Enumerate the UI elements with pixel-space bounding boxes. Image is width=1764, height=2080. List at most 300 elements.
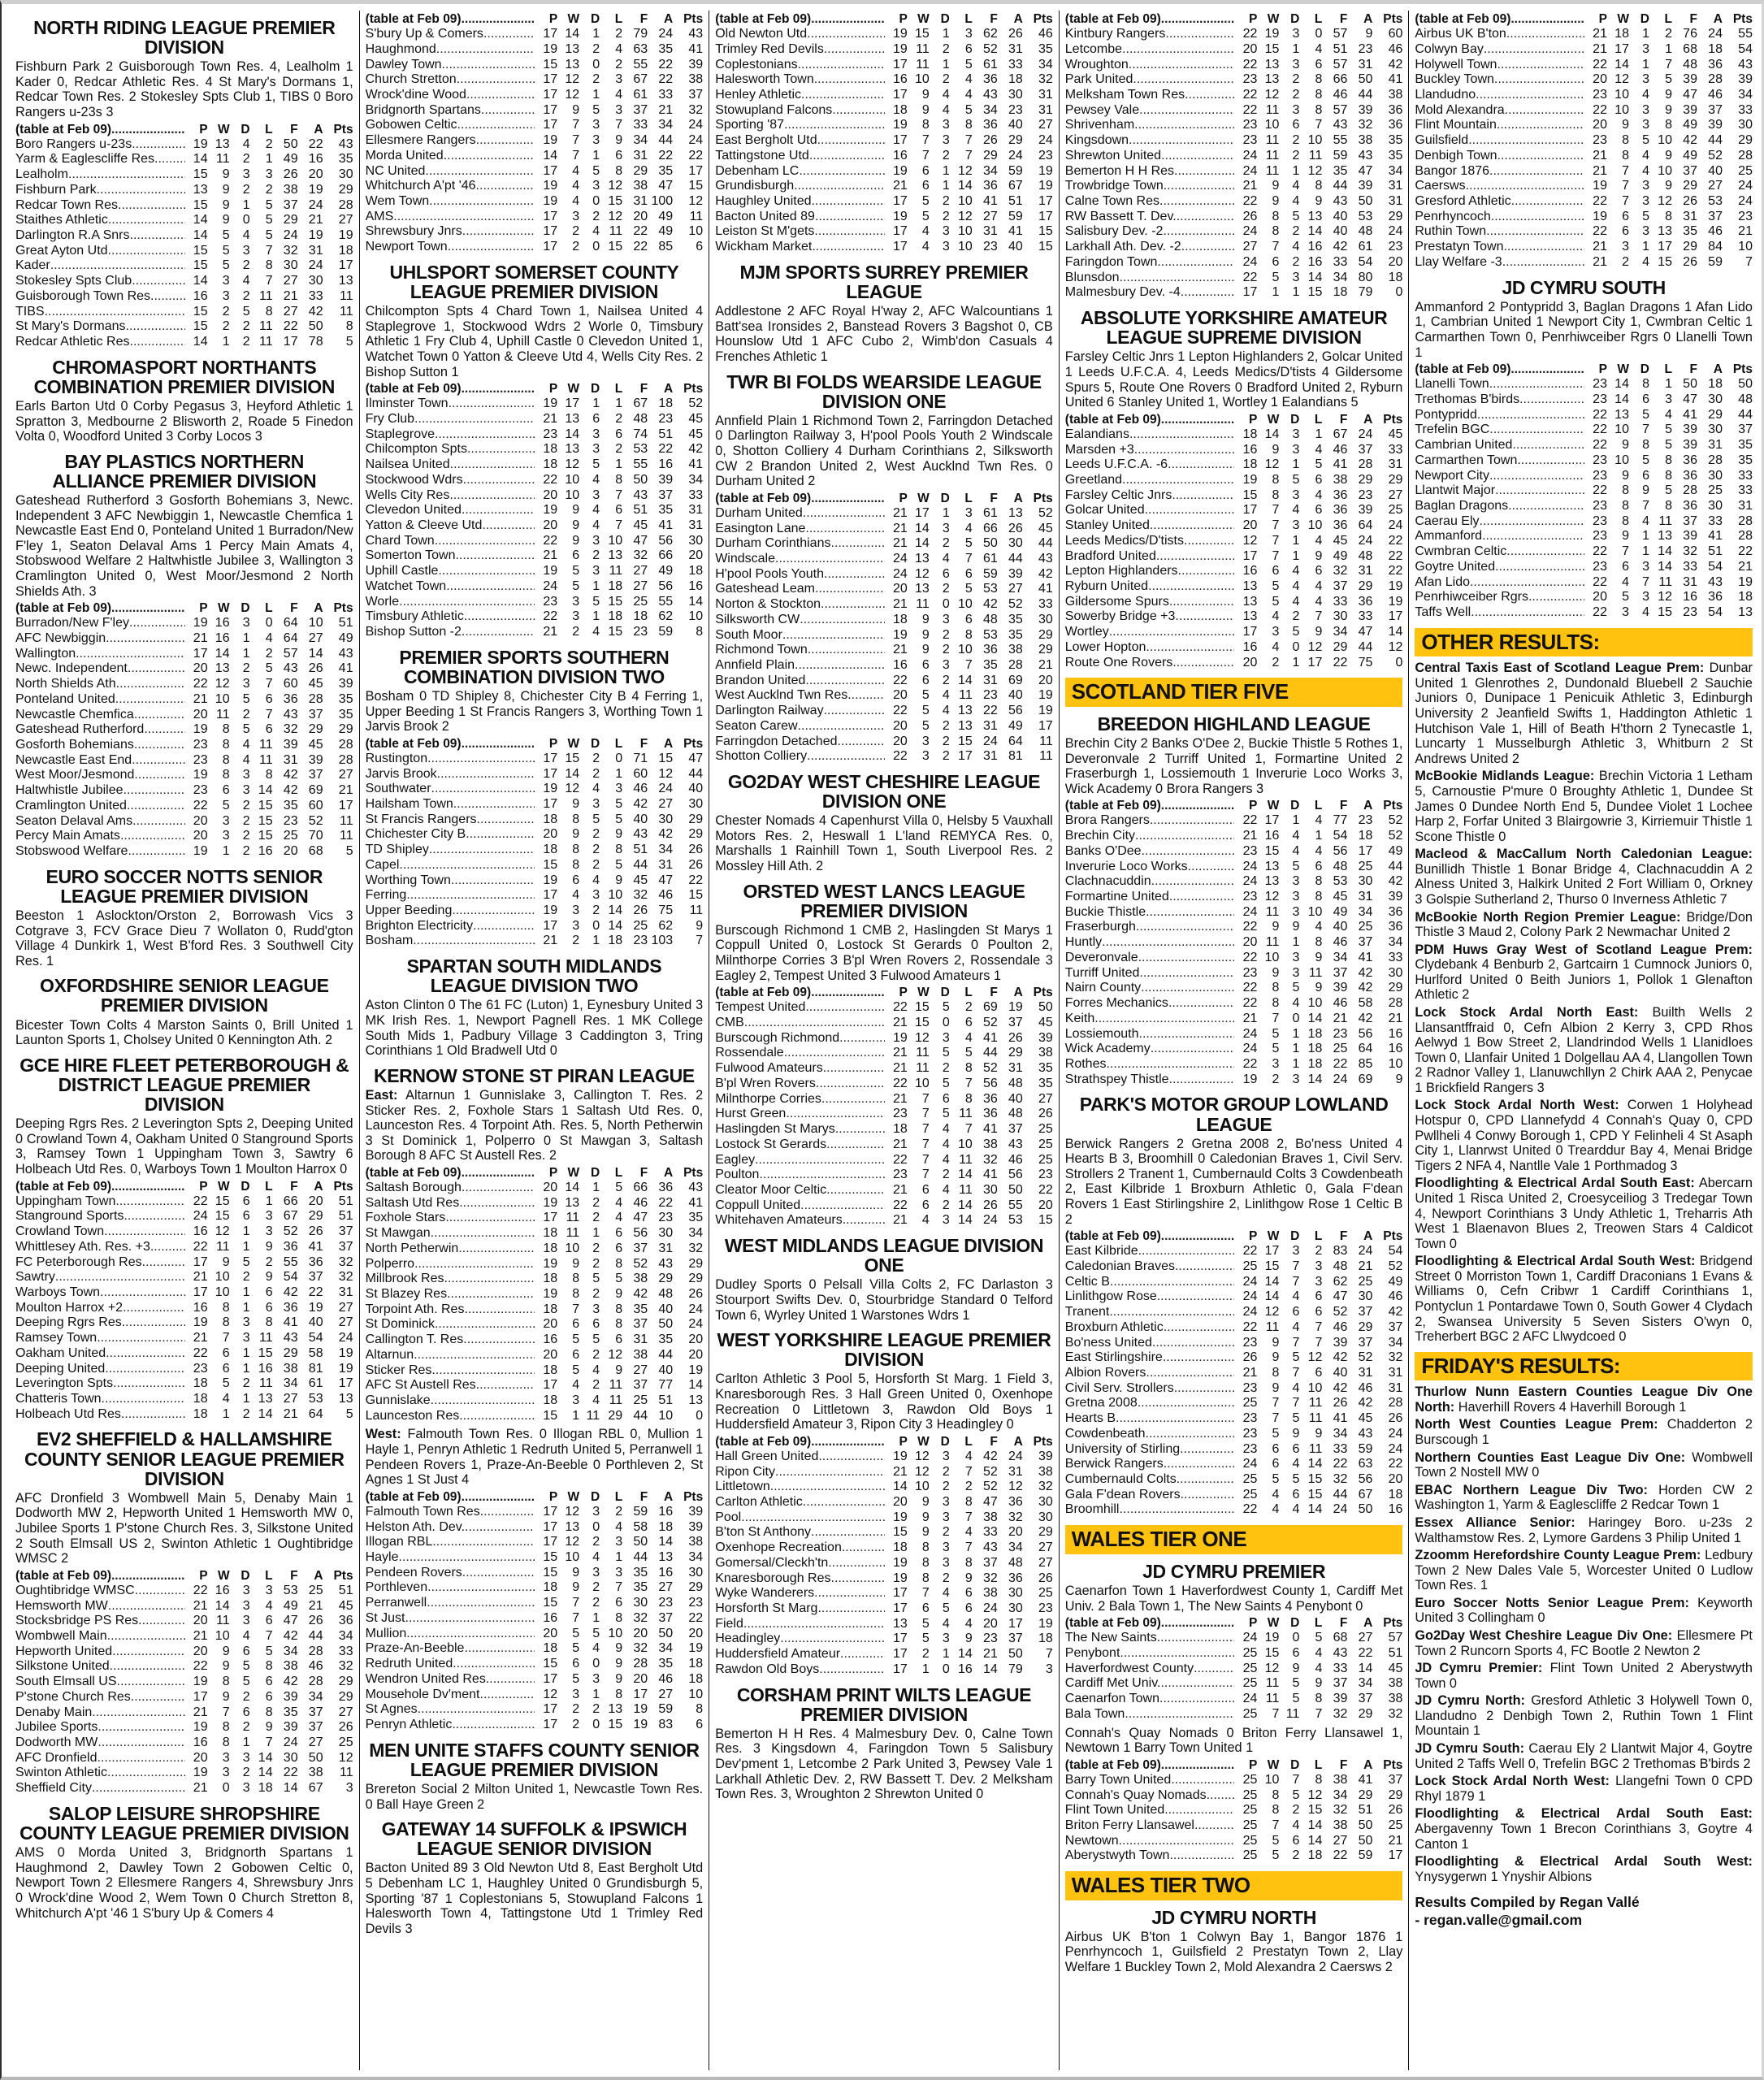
stat-p: 25 [1242,1803,1258,1818]
stat-f: 19 [633,1702,648,1717]
stat-a: 30 [1708,392,1723,406]
stat-l: 11 [959,688,973,703]
table-header-label: (table at Feb 09) [715,986,812,1000]
stat-a: 31 [308,243,323,258]
col-f: F [639,1489,648,1504]
table-header-label: (table at Feb 09) [715,491,812,505]
results-label: West: [365,1427,401,1442]
labeled-results [1415,1450,1753,1480]
team-name: Albion Rovers [1064,1366,1146,1380]
dot-leader [1164,1803,1234,1818]
stat-d: 2 [592,548,600,563]
team-name: Cowdenbeath [1064,1426,1146,1441]
stat-a: 50 [1358,194,1373,209]
stat-p: 20 [193,661,208,676]
col-f: F [1339,1229,1348,1244]
stat-pts: 25 [1738,163,1753,178]
league-title: GATEWAY 14 SUFFOLK & IPSWICH LEAGUE SENIOR DIVISION [381,1818,687,1860]
stat-f: 52 [982,1480,998,1494]
team-name: Haltwhistle Jubilee [15,783,124,798]
dot-leader [741,1510,885,1526]
stat-f: 55 [283,1254,298,1269]
team-name: Stanley United [1064,518,1150,533]
stat-pts: 35 [1738,438,1753,453]
dot-leader [1161,1758,1235,1773]
stat-f: 30 [982,1182,998,1197]
stat-l: 4 [1315,813,1323,828]
dot-leader [1160,1676,1234,1692]
stat-d: 5 [242,304,250,318]
stat-f: 27 [633,578,648,593]
dot-leader [1106,1057,1234,1072]
table-header-label: (table at Feb 09) [365,736,462,751]
stat-f: 37 [1683,163,1697,178]
col-l: L [265,1568,273,1583]
team-name: Crowland Town [15,1224,105,1239]
table-row [1065,874,1403,890]
stat-p: 17 [193,1254,208,1269]
stat-w: 13 [565,1195,580,1210]
dot-leader [1157,255,1234,271]
stat-p: 22 [1242,981,1258,995]
stat-pts: 15 [1038,240,1053,254]
stat-pts: 26 [1388,1411,1403,1426]
stat-p: 24 [892,551,908,566]
stat-pts: 33 [688,488,704,502]
stat-p: 17 [543,1504,558,1519]
stat-d: 4 [1292,996,1300,1011]
dot-leader [817,133,885,149]
stat-a: 26 [308,1224,323,1239]
table-row [1415,240,1753,255]
stat-a: 27 [658,1580,674,1595]
dot-leader [462,503,535,518]
stat-pts: 18 [688,564,704,578]
stat-p: 20 [193,1750,208,1765]
team-name: Hemsworth MW [15,1598,108,1613]
stat-p: 19 [543,41,558,56]
stat-p: 18 [543,457,558,472]
col-pts: Pts [1383,1229,1403,1244]
dot-leader [127,799,185,814]
stat-p: 17 [543,102,558,117]
stat-l: 8 [615,1317,623,1332]
stat-a: 56 [1008,704,1023,718]
stat-pts: 19 [338,1346,353,1360]
stat-p: 19 [892,41,908,56]
col-l: L [1314,12,1323,26]
stat-p: 23 [193,738,208,752]
table-row [1065,210,1403,225]
team-name: Horsforth St Marg. [715,1601,821,1616]
stat-f: 34 [283,1376,298,1391]
dot-leader [445,1211,535,1226]
results-text: Keyworth United 3 Collingham 0 [1415,1595,1753,1626]
dot-leader [1122,473,1234,488]
dot-leader [1156,549,1235,565]
stat-w: 19 [1264,1631,1280,1645]
stat-p: 17 [543,1717,558,1731]
dot-leader [1491,210,1584,225]
stat-f: 34 [982,102,998,117]
stat-p: 21 [892,179,908,193]
stat-f: 51 [633,843,648,857]
stat-f: 36 [1333,503,1348,518]
dot-leader [840,1647,885,1662]
stat-pts: 43 [688,27,704,41]
stat-f: 30 [283,258,298,273]
stat-pts: 5 [345,844,353,859]
team-name: B'ton St Anthony [715,1525,811,1540]
stat-a: 37 [1708,209,1723,223]
dot-leader [770,1480,885,1495]
stat-pts: 44 [1388,859,1403,873]
stat-l: 6 [265,1675,273,1689]
team-name: Hailsham Town [365,797,453,811]
team-name: Guilsfield [1415,133,1469,148]
stat-a: 103 [651,934,674,948]
table-row [1065,194,1403,210]
stat-p: 21 [892,521,908,535]
stat-a: 66 [658,548,674,563]
labeled-results [1415,1661,1753,1691]
stat-a: 49 [658,564,674,578]
table-row [1065,951,1403,966]
team-name: Perranwell [365,1596,427,1610]
stat-pts: 39 [688,57,704,72]
stat-d: 3 [592,133,600,148]
stat-p: 21 [543,548,558,563]
table-row [366,919,704,934]
stat-w: 8 [921,1555,930,1570]
team-name: Newport Town [365,240,448,254]
stat-pts: 41 [688,457,704,472]
stat-f: 39 [1683,72,1697,87]
stat-a: 34 [1008,1540,1023,1555]
table-row [15,305,353,320]
results-label: East: [365,1087,398,1103]
league-title: OXFORDSHIRE SENIOR LEAGUE PREMIER DIVISION [40,975,329,1016]
stat-d: 2 [242,288,250,303]
stat-w: 16 [1264,829,1280,843]
col-w: W [567,12,580,26]
table-row [715,1046,1053,1061]
table-row [715,719,1053,734]
results-label: JD Cymru South: [1415,1741,1525,1757]
dot-leader [821,1092,885,1107]
stat-p: 16 [1242,639,1258,654]
stat-f: 79 [633,27,648,41]
dot-leader [463,1196,535,1211]
table-row [1065,1707,1403,1722]
stat-d: 2 [242,844,250,859]
stat-w: 2 [222,319,230,334]
team-name: Jarvis Brook [365,766,437,781]
stat-d: 4 [1642,163,1649,178]
stat-w: 8 [921,1571,930,1585]
stat-pts: 37 [1388,1320,1403,1334]
stat-pts: 52 [1038,505,1053,520]
table-row [366,1520,704,1536]
table-row [715,1031,1053,1046]
dot-leader [1125,1707,1234,1722]
col-p: P [548,1165,558,1180]
table-header-label: (table at Feb 09) [1064,1616,1161,1631]
stat-f: 38 [633,179,648,193]
stat-l: 14 [608,918,623,933]
stat-p: 19 [892,1555,908,1570]
stat-d: 5 [942,1107,950,1121]
stat-a: 39 [658,472,674,487]
stat-p: 19 [892,1030,908,1045]
stat-f: 36 [982,118,998,132]
stat-f: 44 [1333,1487,1348,1502]
team-name: Pontypridd [1415,407,1477,422]
stat-l: 10 [608,888,623,903]
table-row [715,1016,1053,1031]
team-name: Fry Club [365,411,415,426]
stat-a: 37 [1358,442,1373,457]
stat-p: 22 [193,1583,208,1597]
stat-a: 59 [1708,254,1723,269]
dot-leader [1510,362,1584,377]
stat-l: 8 [964,627,973,642]
league-table [1065,1758,1403,1864]
dot-leader [481,103,535,119]
stat-pts: 24 [688,118,704,132]
stat-pts: 24 [1388,224,1403,239]
stat-pts: 37 [1388,1772,1403,1787]
stat-pts: 22 [1038,1182,1053,1197]
stat-p: 24 [1242,254,1258,269]
team-name: Bishop Sutton -2 [365,624,462,639]
results-label: EBAC Northern League Div Two: [1415,1482,1648,1497]
table-row [1065,1336,1403,1351]
dot-leader [800,613,885,628]
stat-f: 41 [982,1168,998,1182]
stat-l: 3 [265,1209,273,1224]
stat-p: 18 [543,1393,558,1407]
stat-l: 7 [1665,57,1672,72]
stat-a: 22 [658,1195,674,1210]
table-row [366,1657,704,1672]
stat-p: 19 [193,1315,208,1330]
stat-f: 29 [1683,179,1697,193]
stat-p: 19 [193,1720,208,1735]
stat-w: 6 [921,1601,930,1616]
stat-d: 3 [242,783,250,798]
stat-w: 4 [572,163,580,178]
table-row [1065,1289,1403,1305]
stat-a: 31 [1358,1366,1373,1380]
team-name: Lepton Highlanders [1064,564,1178,578]
col-pts: Pts [1383,799,1403,813]
stat-l: 9 [1315,950,1323,964]
stat-l: 2 [265,646,273,661]
stat-f: 44 [633,1408,648,1423]
results-label: Lock Stock Ardal North West: [1415,1098,1619,1113]
col-w: W [1267,1229,1280,1244]
stat-pts: 18 [1038,1632,1053,1646]
team-name: NC United [365,163,426,178]
stat-pts: 37 [688,88,704,102]
table-row [1065,860,1403,875]
table-row [715,734,1053,750]
stat-f: 34 [283,1644,298,1658]
stat-w: 15 [215,1209,230,1224]
stat-a: 79 [1358,285,1373,300]
table-row [715,1168,1053,1183]
stat-a: 50 [1358,72,1373,87]
stat-w: 8 [1272,996,1280,1011]
stat-pts: 23 [688,1596,704,1610]
stat-w: 2 [572,624,580,639]
team-name: Route One Rovers [1064,655,1173,670]
table-row [715,118,1053,133]
stat-f: 22 [633,240,648,254]
stat-w: 8 [572,857,580,872]
stat-f: 40 [1333,209,1348,223]
stat-w: 8 [222,752,230,767]
stat-l: 7 [964,1540,973,1555]
table-row [366,1580,704,1596]
table-row [366,812,704,828]
stat-f: 22 [283,1766,298,1780]
table-header-row [715,492,1053,506]
stat-f: 62 [982,27,998,41]
team-name: Sticker Res. [365,1363,436,1377]
team-name: East Kilbride [1064,1244,1138,1259]
stat-p: 13 [193,182,208,197]
stat-l: 12 [608,179,623,193]
stat-pts: 39 [1738,72,1753,87]
stat-p: 21 [892,1016,908,1030]
stat-w: 4 [1272,609,1280,624]
stat-f: 27 [982,209,998,223]
team-name: Wickham Market [715,240,813,254]
dot-leader [824,704,885,719]
stat-f: 77 [1333,813,1348,828]
team-name: Cleator Moor Celtic [715,1182,827,1197]
stat-pts: 54 [1388,1244,1403,1259]
stat-d: 5 [1642,209,1649,223]
stat-d: 4 [942,704,950,718]
table-row [366,473,704,488]
stat-pts: 54 [1738,41,1753,56]
stat-l: 13 [1658,529,1672,544]
stat-d: 2 [242,182,250,197]
dot-leader [1146,1427,1235,1442]
stat-f: 64 [283,630,298,645]
stat-p: 18 [892,1122,908,1137]
table-row [366,442,704,457]
stat-l: 7 [1315,1320,1323,1334]
table-row [1065,625,1403,640]
stat-d: 5 [1292,1692,1300,1706]
col-p: P [199,1568,208,1583]
stat-p: 14 [543,148,558,162]
results-text: Haverhill Rovers 4 Haverhill Borough 1 [1458,1399,1687,1415]
table-row [715,749,1053,765]
stat-l: 1 [1665,41,1672,56]
dot-leader [1120,1646,1234,1662]
stat-w: 11 [1265,1320,1280,1334]
col-l: L [1314,1229,1323,1244]
stat-f: 35 [283,1705,298,1719]
stat-w: 5 [222,243,230,258]
dot-leader [55,1270,185,1285]
stat-d: 1 [592,1610,600,1625]
stat-pts: 20 [1388,254,1403,269]
team-name: The New Saints [1064,1631,1157,1645]
stat-l: 11 [258,738,273,752]
league-title: TWR BI FOLDS WEARSIDE LEAGUE DIVISION ONE [726,370,1042,412]
stat-l: 9 [1315,194,1323,209]
stat-w: 12 [914,1449,930,1463]
stat-f: 37 [283,197,298,212]
stat-w: 11 [1265,935,1280,950]
col-a: A [314,122,323,136]
stat-d: 1 [1642,57,1649,72]
stat-pts: 31 [1388,1380,1403,1395]
stat-pts: 29 [338,1675,353,1689]
col-d: D [590,382,600,396]
team-name: Melksham Town Res. [1064,88,1189,102]
stat-a: 67 [308,1781,323,1796]
table-header-label: (table at Feb 09) [15,1179,111,1194]
stat-d: 4 [592,1641,600,1656]
stat-p: 19 [543,1286,558,1301]
table-row [366,1332,704,1348]
dot-leader [838,734,885,750]
stat-l: 13 [608,1702,623,1717]
dot-leader [107,1629,185,1644]
results-text: Dunbar United 1 Glenrothes 2, Dundonald Bluebell 2 Sauchie Juniors 0, Dunipace 1 Penicuik Athletic 3, Edinburgh University 2 Jeanfield Swifts 1, Haddington Athletic 1 Hutchison Vale 1, Hill of Beath H'thorn 2 Tynecastle 1, Luncarty 1 Musselburgh Athletic 3, Whitburn 2 St Andrews United 2 [1415,661,1753,766]
stat-pts: 31 [1388,179,1403,193]
col-w: W [917,12,930,26]
col-w: W [567,382,580,396]
dot-leader [92,1781,185,1796]
stat-w: 8 [572,1286,580,1301]
dot-leader [489,1672,535,1688]
stat-f: 54 [283,1270,298,1285]
stat-p: 22 [193,677,208,691]
team-name: Trefelin BGC [1415,422,1490,437]
stat-w: 4 [572,1378,580,1393]
stat-pts: 43 [688,1180,704,1194]
stat-f: 39 [1333,1335,1348,1350]
dot-leader [468,1302,535,1318]
team-name: Forres Mechanics [1064,996,1168,1011]
stat-d: 2 [592,41,600,56]
table-header-label: (table at Feb 09) [715,1434,812,1449]
stat-f: 50 [633,1535,648,1549]
stat-pts: 20 [688,1347,704,1362]
stat-d: 2 [942,1525,950,1540]
stat-d: 0 [942,1662,950,1676]
stat-l: 15 [1307,1487,1323,1502]
team-name: Porthleven [365,1580,428,1595]
dot-leader [92,1705,184,1721]
team-name: Newport City [1415,468,1489,483]
stat-l: 9 [615,873,623,887]
stat-d: 3 [592,442,600,457]
stat-w: 9 [572,1565,580,1580]
stat-d: 2 [592,1580,600,1595]
stat-w: 13 [914,551,930,566]
dot-leader [1116,1411,1234,1427]
stat-f: 49 [283,152,298,167]
